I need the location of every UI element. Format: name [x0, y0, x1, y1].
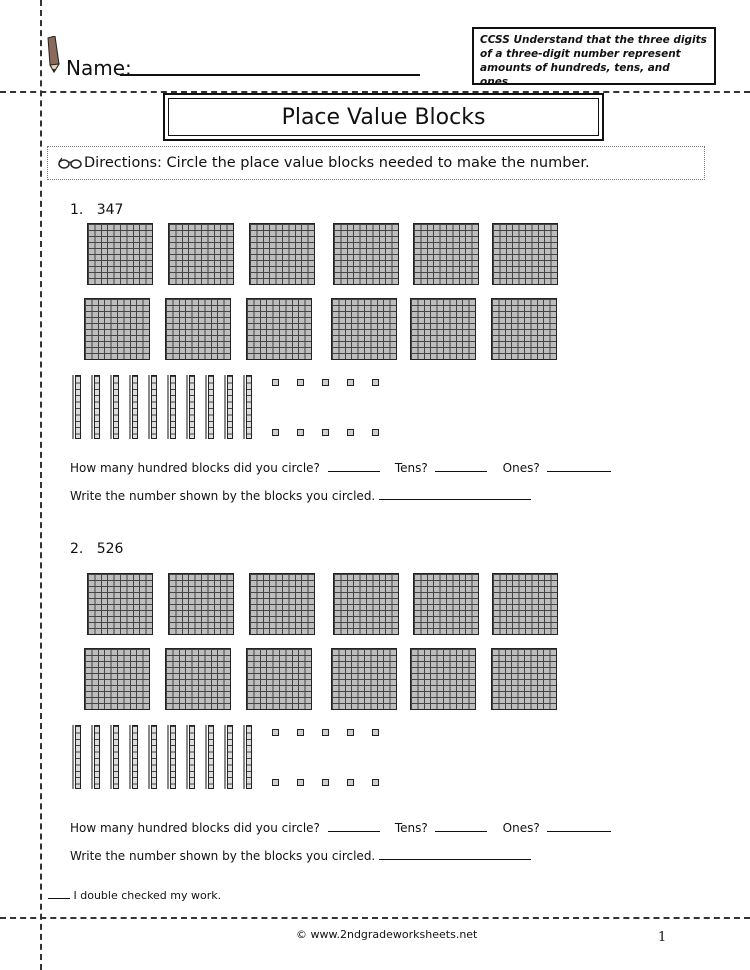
one-cube[interactable]: [272, 379, 279, 386]
one-cube[interactable]: [322, 779, 329, 786]
problem-2-number: 526: [96, 541, 124, 557]
hundred-block[interactable]: [331, 648, 397, 710]
ten-rod[interactable]: [94, 375, 100, 439]
one-cube[interactable]: [372, 779, 379, 786]
one-cube[interactable]: [322, 729, 329, 736]
left-cut-line: [40, 0, 42, 970]
one-cube[interactable]: [322, 429, 329, 436]
one-cube[interactable]: [272, 779, 279, 786]
hundred-block[interactable]: [410, 298, 476, 360]
problem-2-write-row: [70, 847, 531, 863]
ten-rod-shadow: [91, 375, 93, 439]
hundred-block[interactable]: [84, 648, 150, 710]
page-number: 1: [658, 930, 667, 945]
ten-rod-shadow: [72, 375, 74, 439]
one-cube[interactable]: [347, 729, 354, 736]
one-cube[interactable]: [297, 779, 304, 786]
hundred-block[interactable]: [413, 223, 479, 285]
write-number-blank[interactable]: [379, 487, 531, 500]
write-number-question: Write the number shown by the blocks you circled.: [70, 849, 376, 863]
ten-rod-shadow: [243, 725, 245, 789]
one-cube[interactable]: [372, 429, 379, 436]
problem-2-question-row: [70, 819, 611, 835]
one-cube[interactable]: [297, 379, 304, 386]
hundred-block[interactable]: [246, 298, 312, 360]
ten-rod-shadow: [167, 375, 169, 439]
bottom-cut-line: [0, 917, 750, 919]
ten-rod[interactable]: [94, 725, 100, 789]
ones-question: Ones?: [502, 821, 540, 835]
double-check-text: I double checked my work.: [73, 889, 222, 902]
ten-rod-shadow: [91, 725, 93, 789]
footer-copyright: © www.2ndgradeworksheets.net: [296, 928, 478, 941]
hundred-block[interactable]: [413, 573, 479, 635]
one-cube[interactable]: [347, 379, 354, 386]
one-cube[interactable]: [347, 429, 354, 436]
write-number-question: Write the number shown by the blocks you circled.: [70, 489, 376, 503]
problem-1-question-row: [70, 459, 611, 475]
ones-answer-blank[interactable]: [547, 819, 611, 832]
ten-rod[interactable]: [170, 725, 176, 789]
one-cube[interactable]: [372, 729, 379, 736]
ten-rod[interactable]: [189, 725, 195, 789]
page-title: Place Value Blocks: [168, 98, 599, 136]
one-cube[interactable]: [347, 779, 354, 786]
ones-answer-blank[interactable]: [547, 459, 611, 472]
hundred-block[interactable]: [333, 573, 399, 635]
ten-rod[interactable]: [132, 725, 138, 789]
one-cube[interactable]: [272, 729, 279, 736]
ten-rod[interactable]: [170, 375, 176, 439]
hundreds-answer-blank[interactable]: [328, 819, 380, 832]
tens-question: Tens?: [394, 821, 428, 835]
ten-rod[interactable]: [246, 725, 252, 789]
ten-rod-shadow: [110, 725, 112, 789]
hundreds-question: How many hundred blocks did you circle?: [70, 821, 320, 835]
ten-rod-shadow: [148, 725, 150, 789]
problem-2-label: 2. 526: [70, 541, 124, 557]
one-cube[interactable]: [272, 429, 279, 436]
ten-rod-shadow: [186, 725, 188, 789]
ten-rod[interactable]: [151, 725, 157, 789]
problem-1-number: 347: [96, 202, 124, 218]
name-field[interactable]: [120, 74, 420, 76]
ten-rod-shadow: [167, 725, 169, 789]
ten-rod[interactable]: [246, 375, 252, 439]
hundred-block[interactable]: [168, 573, 234, 635]
hundred-block[interactable]: [87, 573, 153, 635]
name-label: Name:: [66, 56, 132, 80]
ten-rod-shadow: [129, 725, 131, 789]
tens-question: Tens?: [394, 461, 428, 475]
ten-rod-shadow: [224, 725, 226, 789]
ten-rod[interactable]: [132, 375, 138, 439]
ten-rod-shadow: [205, 725, 207, 789]
one-cube[interactable]: [322, 379, 329, 386]
ones-question: Ones?: [502, 461, 540, 475]
ten-rod[interactable]: [113, 375, 119, 439]
hundreds-answer-blank[interactable]: [328, 459, 380, 472]
ccss-text: CCSS Understand that the three digits of a three-digit number represent amounts of hundreds, tens, and ones...: [480, 34, 707, 88]
ten-rod-shadow: [186, 375, 188, 439]
hundred-block[interactable]: [333, 223, 399, 285]
hundred-block[interactable]: [492, 223, 558, 285]
one-cube[interactable]: [297, 729, 304, 736]
hundred-block[interactable]: [87, 223, 153, 285]
hundred-block[interactable]: [331, 298, 397, 360]
hundred-block[interactable]: [165, 648, 231, 710]
hundred-block[interactable]: [246, 648, 312, 710]
hundreds-question: How many hundred blocks did you circle?: [70, 461, 320, 475]
double-check-row: [48, 889, 221, 902]
problem-1-write-row: [70, 487, 531, 503]
hundred-block[interactable]: [84, 298, 150, 360]
ccss-standard-box: [472, 27, 716, 88]
hundred-block[interactable]: [165, 298, 231, 360]
glasses-icon: [58, 157, 82, 169]
ten-rod-shadow: [243, 375, 245, 439]
ten-rod[interactable]: [189, 375, 195, 439]
directions-text: Directions: Circle the place value blocks needed to make the number.: [84, 155, 590, 171]
ten-rod[interactable]: [113, 725, 119, 789]
one-cube[interactable]: [297, 429, 304, 436]
ten-rod[interactable]: [227, 375, 233, 439]
ten-rod[interactable]: [208, 725, 214, 789]
ten-rod[interactable]: [151, 375, 157, 439]
ten-rod-shadow: [110, 375, 112, 439]
write-number-blank[interactable]: [379, 847, 531, 860]
double-check-blank[interactable]: [48, 889, 70, 899]
hundred-block[interactable]: [491, 298, 557, 360]
one-cube[interactable]: [372, 379, 379, 386]
hundred-block[interactable]: [249, 573, 315, 635]
title-box: [163, 93, 604, 141]
ten-rod-shadow: [205, 375, 207, 439]
ten-rod-shadow: [129, 375, 131, 439]
tens-answer-blank[interactable]: [435, 819, 487, 832]
pencil-icon: [44, 36, 62, 74]
ten-rod-shadow: [224, 375, 226, 439]
tens-answer-blank[interactable]: [435, 459, 487, 472]
ten-rod[interactable]: [227, 725, 233, 789]
ten-rod[interactable]: [75, 725, 81, 789]
ten-rod-shadow: [148, 375, 150, 439]
hundred-block[interactable]: [491, 648, 557, 710]
hundred-block[interactable]: [249, 223, 315, 285]
hundred-block[interactable]: [168, 223, 234, 285]
ten-rod[interactable]: [75, 375, 81, 439]
ten-rod-shadow: [72, 725, 74, 789]
hundred-block[interactable]: [410, 648, 476, 710]
ten-rod[interactable]: [208, 375, 214, 439]
directions-box: [47, 146, 705, 180]
hundred-block[interactable]: [492, 573, 558, 635]
problem-1-label: 1. 347: [70, 202, 124, 218]
